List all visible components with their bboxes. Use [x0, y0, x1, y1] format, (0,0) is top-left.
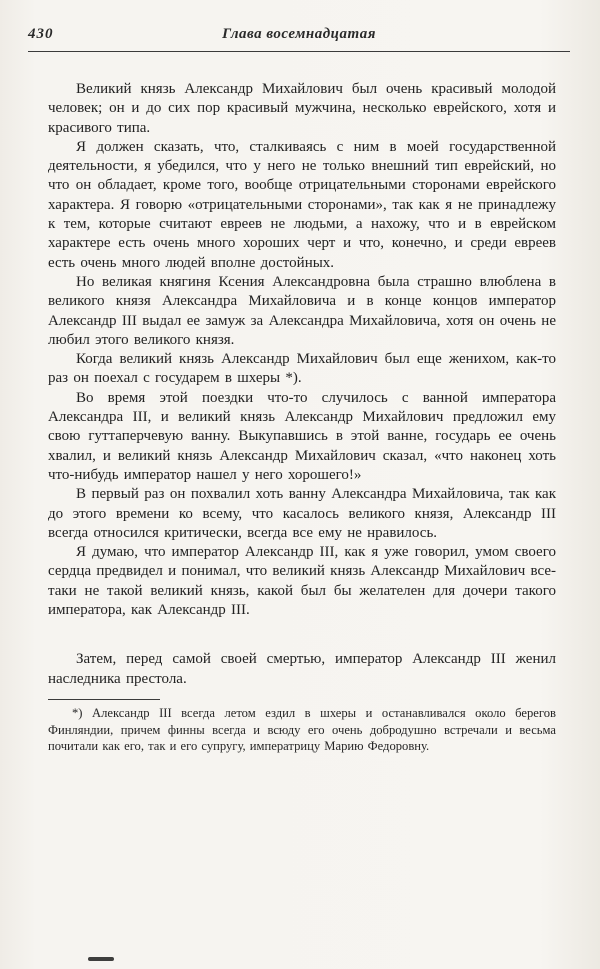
- paragraph: Во время этой поездки что-то случилось с ванной императора Александра III, и великий князь Александр Михайлович предложил ему свою гуттаперчевую ванну. Выкупавшись в этой ванне, государь ее очень хвалил, и великий князь Александр Михайлович сказал, «что наконец хоть что-нибудь император нашел у него хорошего!»: [48, 389, 556, 483]
- paragraph: Затем, перед самой своей смертью, император Александр III женил наследника престола.: [48, 651, 556, 687]
- scan-artifact: [88, 957, 114, 961]
- header-rule: [28, 51, 570, 52]
- paragraph: Великий князь Александр Михайлович был очень красивый молодой человек; он и до сих пор красивый мужчина, несколько еврейского, хотя и красивого типа.: [48, 81, 556, 136]
- footnote-text: *) Александр III всегда летом ездил в шхеры и останавливался около берегов Финляндии, причем финны всегда и всюду его очень добродушно встречали и весьма почитали как его, так и его супругу, императрицу Марию Федоровну.: [48, 705, 556, 754]
- paragraph: Но великая княгиня Ксения Александровна была страшно влюблена в великого князя Александра Михайловича и в конце концов император Александр III выдал ее замуж за Александра Михайловича, хотя он очень не любил этого великого князя.: [48, 273, 556, 348]
- paragraph: Я думаю, что император Александр III, как я уже говорил, умом своего сердца предвидел и понимал, что великий князь Александр Михайлович все-таки не такой великий князь, какой был бы желателен для дочери такого императора, как Александр III.: [48, 544, 556, 619]
- running-header: [28, 26, 570, 48]
- page-content: [28, 26, 570, 755]
- paragraph: Я должен сказать, что, сталкиваясь с ним в моей государственной деятельности, я убедился, что у него не только внешний тип еврейский, но что он обладает, кроме того, вообще отрицательными сторонами еврейского характера. Я говорю «отрицательными сторонами», так как я не принадлежу к тем, которые считают евреев не людьми, а нахожу, что и в еврейском характере есть очень много хороших черт и что, конечно, и среди евреев есть очень много людей вполне достойных.: [48, 138, 556, 271]
- paragraph: В первый раз он похвалил хоть ванну Александра Михайловича, так как до этого времени ко всему, что касалось великого князя, Александр III всегда относился критически, всегда все ему не нравилось.: [48, 486, 556, 541]
- footnote-block: [48, 699, 556, 755]
- body-text: [48, 80, 556, 689]
- paragraph: Когда великий князь Александр Михайлович был еще женихом, как-то раз он поехал с государем в шхеры *).: [48, 351, 556, 387]
- footnote-rule: [48, 699, 160, 700]
- page-number: 430: [28, 26, 54, 42]
- chapter-header: Глава восемнадцатая: [222, 26, 376, 42]
